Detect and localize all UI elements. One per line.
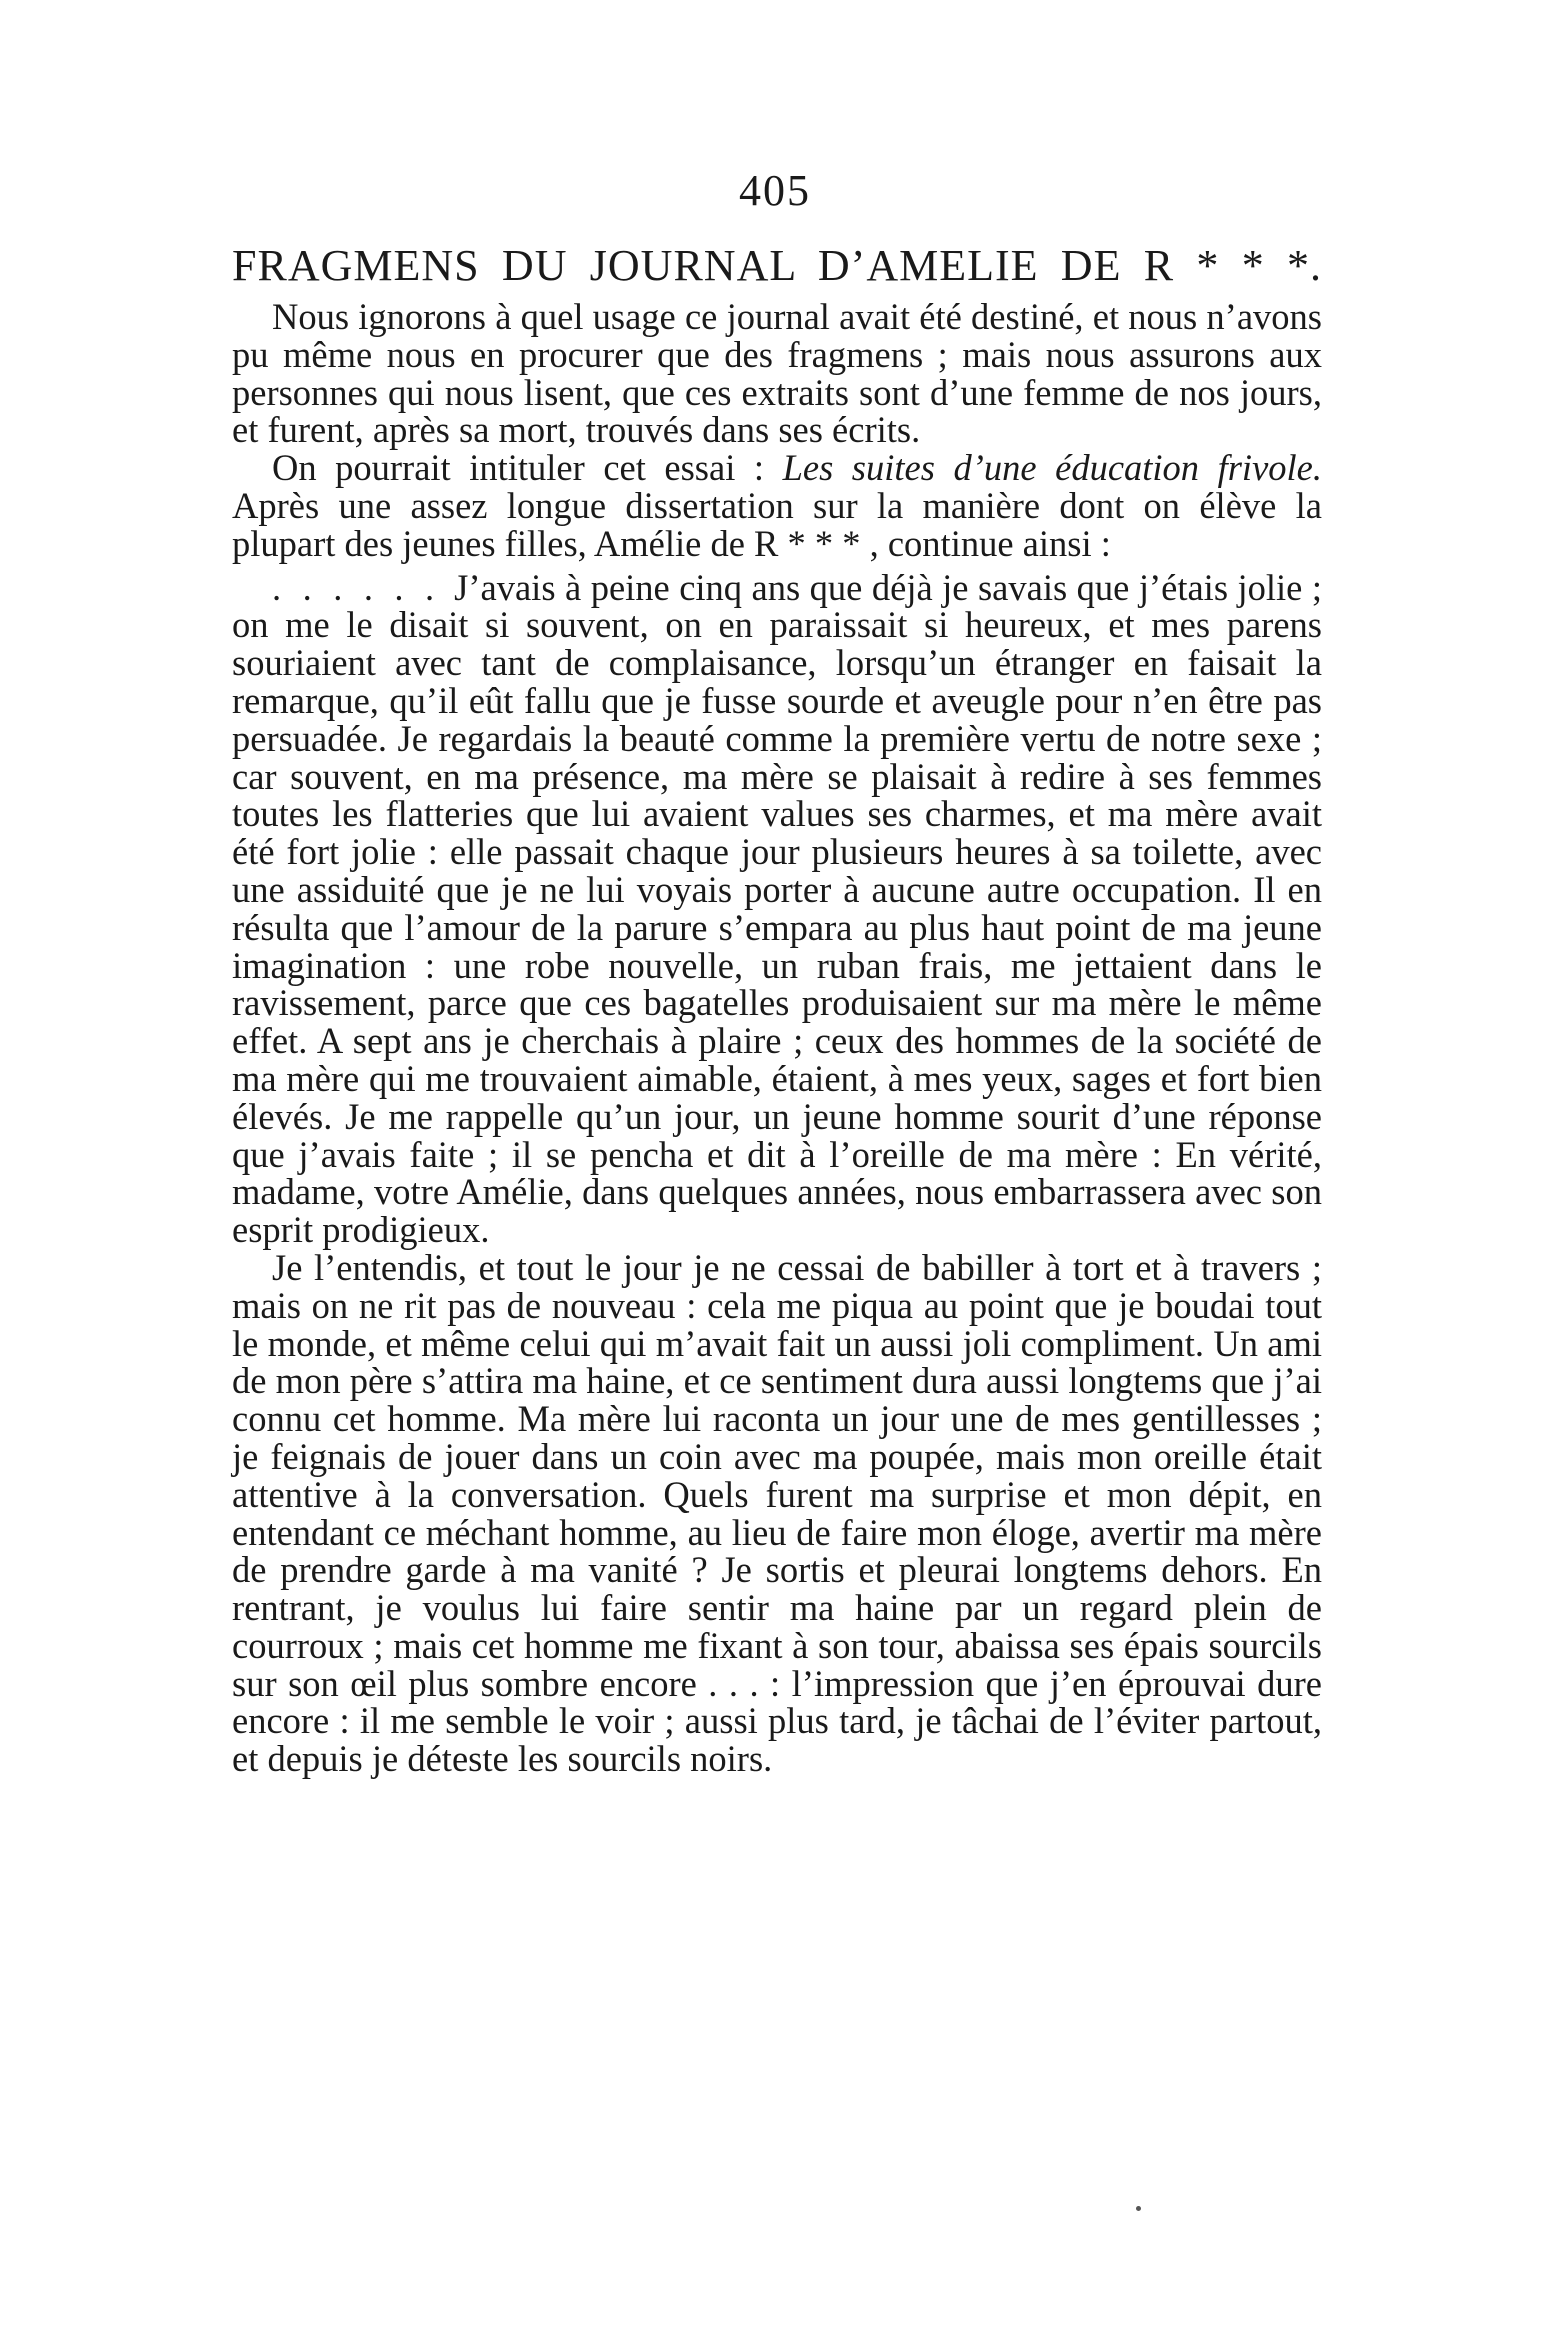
body-text	[232, 298, 1322, 1778]
essay-title-lead: On pourrait intituler cet essai :	[272, 447, 783, 489]
journal-paragraph-1	[232, 566, 1322, 1251]
journal-paragraph-2: Je l’entendis, et tout le jour je ne cessai de babiller à tort et à travers ; mais on ne rit pas de nouveau : cela me piqua au point que je boudai tout le monde, et même celui qui m’avait fait un aussi joli compliment. Un ami de mon père s’attira ma haine, et ce sentiment dura aussi longtems que j’ai connu cet homme. Ma mère lui raconta un jour une de mes gentillesses ; je feignais de jouer dans un coin avec ma poupée, mais mon oreille était attentive à la conversation. Quels furent ma surprise et mon dépit, en entendant ce méchant homme, au lieu de faire mon éloge, avertir ma mère de prendre garde à ma vanité ? Je sortis et pleurai longtems dehors. En rentrant, je voulus lui faire sentir ma haine par un regard plein de courroux ; mais cet homme me fixant à son tour, abaissa ses épais sourcils sur son œil plus sombre encore . . . : l’impression que j’en éprouvai dure encore : il me semble le voir ; aussi plus tard, je tâchai de l’éviter partout, et depuis je déteste les sourcils noirs.	[232, 1246, 1322, 1780]
essay-title-paragraph	[232, 449, 1322, 562]
ellipsis-lead: . . . . . .	[272, 566, 441, 608]
essay-title: Les suites d’une éducation frivole.	[782, 447, 1322, 489]
chapter-heading: FRAGMENS DU JOURNAL D’AMELIE DE R * * *.	[232, 241, 1322, 290]
ink-speck	[1136, 2206, 1141, 2211]
journal-paragraph-1-text: J’avais à peine cinq ans que déjà je savais que j’étais jolie ; on me le disait si souvent, on en paraissait si heureux, et mes parens souriaient avec tant de complaisance, lorsqu’un étranger en faisait la remarque, qu’il eût fallu que je fusse sourde et aveugle pour n’en être pas persuadée. Je regardais la beauté comme la première vertu de notre sexe ; car souvent, en ma présence, ma mère se plaisait à redire à ses femmes toutes les flatteries que lui avaient values ses charmes, et ma mère avait été fort jolie : elle passait chaque jour plusieurs heures à sa toilette, avec une assiduité que je ne lui voyais porter à aucune autre occupation. Il en résulta que l’amour de la parure s’empara au plus haut point de ma jeune imagination : une robe nouvelle, un ruban frais, me jettaient dans le ravissement, parce que ces bagatelles produisaient sur ma mère le même effet. A sept ans je cherchais à plaire ; ceux des hommes de la société de ma mère qui me trouvaient aimable, étaient, à mes yeux, sages et fort bien élevés. Je me rappelle qu’un jour, un jeune homme sourit d’une réponse que j’avais faite ; il se pencha et dit à l’oreille de ma mère : En vérité, madame, votre Amélie, dans quelques années, nous embarrassera avec son esprit prodigieux.	[232, 566, 1322, 1251]
page-number: 405	[739, 166, 811, 215]
intro-paragraph: Nous ignorons à quel usage ce journal avait été destiné, et nous n’avons pu même nous en procurer que des fragmens ; mais nous assurons aux personnes qui nous lisent, que ces extraits sont d’une femme de nos jours, et furent, après sa mort, trouvés dans ses écrits.	[232, 296, 1322, 451]
essay-title-tail: Après une assez longue dissertation sur la manière dont on élève la plupart des jeunes filles, Amélie de R * * * , continue ainsi :	[232, 484, 1322, 564]
